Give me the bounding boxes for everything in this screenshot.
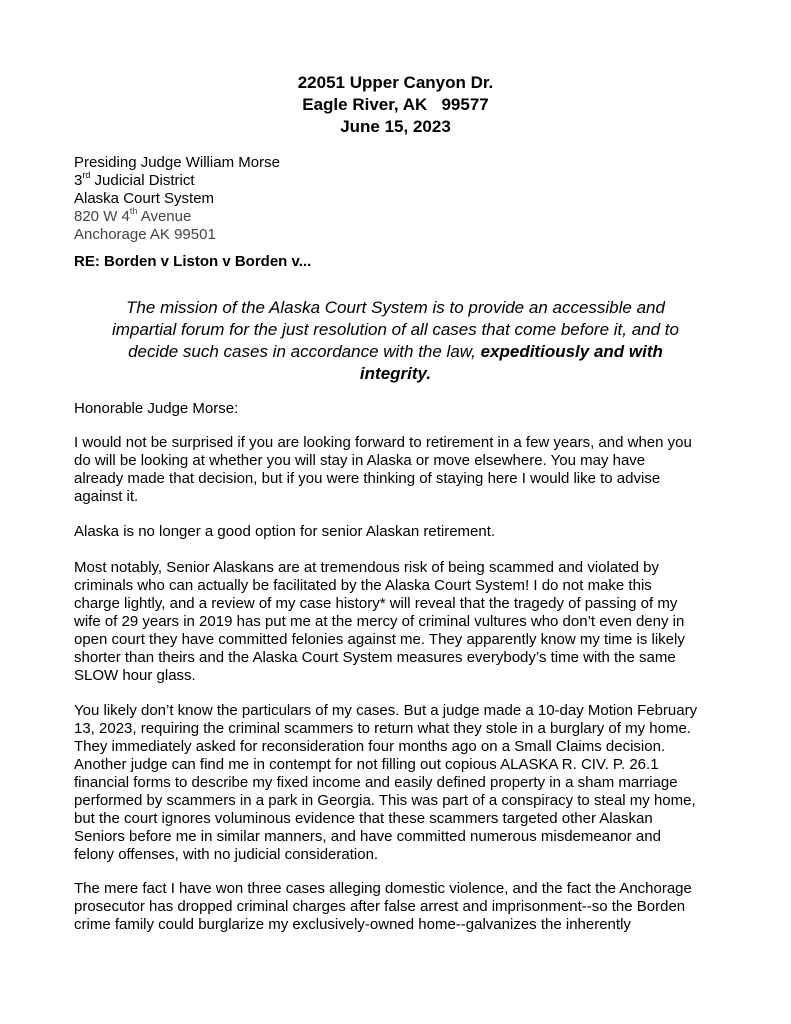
- text-line: The mere fact I have won three cases alleging domestic violence, and the fact the Anchorage: [74, 880, 692, 897]
- salutation: Honorable Judge Morse:: [74, 400, 239, 417]
- paragraph-2: [74, 523, 724, 541]
- mission-line: The mission of the Alaska Court System is to provide an accessible and: [126, 298, 665, 317]
- text-line: already made that decision, but if you were thinking of staying here I would like to advise: [74, 470, 661, 487]
- recipient-city: Anchorage AK 99501: [74, 226, 216, 243]
- text-line: felony offenses, with no judicial consideration.: [74, 846, 379, 863]
- text-line: Alaska is no longer a good option for senior Alaskan retirement.: [74, 523, 496, 540]
- text-line: criminals who can actually be facilitated by the Alaska Court System! I do not make this: [74, 577, 652, 594]
- mission-statement: [74, 297, 717, 385]
- paragraph-3: [74, 559, 724, 685]
- text-line: against it.: [74, 488, 139, 505]
- paragraph-1: [74, 434, 724, 506]
- recipient-district: 3rd Judicial District: [74, 170, 195, 189]
- text-line: Most notably, Senior Alaskans are at tremendous risk of being scammed and violated by: [74, 559, 660, 576]
- mission-line: decide such cases in accordance with the law, expeditiously and with: [128, 342, 663, 361]
- text-line: do will be looking at whether you will stay in Alaska or move elsewhere. You may have: [74, 452, 646, 469]
- text-line: but the court ignores voluminous evidence that these scammers targeted other Alaskan: [74, 810, 653, 827]
- text-line: SLOW hour glass.: [74, 667, 196, 684]
- re-line: RE: Borden v Liston v Borden v...: [74, 253, 312, 270]
- text-line: Seniors before me in similar manners, and have committed numerous misdemeanor and: [74, 828, 661, 845]
- recipient-court-system: Alaska Court System: [74, 190, 215, 207]
- letter-date: June 15, 2023: [340, 117, 451, 136]
- text-line: wife of 29 years in 2019 has put me at the mercy of criminal vultures who don’t even deny in: [74, 613, 685, 630]
- text-line: charge lightly, and a review of my case history* will reveal that the tragedy of passing of my: [74, 595, 678, 612]
- text-line: crime family could burglarize my exclusively-owned home--galvanizes the inherently: [74, 916, 631, 933]
- text-line: They immediately asked for reconsideration four months ago on a Small Claims decision.: [74, 738, 666, 755]
- sender-address-line2: Eagle River, AK 99577: [302, 95, 489, 114]
- text-line: prosecutor has dropped criminal charges after false arrest and imprisonment--so the Borden: [74, 898, 686, 915]
- text-line: I would not be surprised if you are looking forward to retirement in a few years, and when you: [74, 434, 692, 451]
- text-line: open court they have committed felonies against me. They apparently know my time is likely: [74, 631, 685, 648]
- mission-line: impartial forum for the just resolution of all cases that come before it, and to: [112, 320, 679, 339]
- sender-address-line1: 22051 Upper Canyon Dr.: [297, 73, 494, 92]
- text-line: 13, 2023, requiring the criminal scammers to return what they stole in a burglary of my home.: [74, 720, 691, 737]
- text-line: You likely don’t know the particulars of my cases. But a judge made a 10-day Motion February: [74, 702, 698, 719]
- text-line: performed by scammers in a park in Georgia. This was part of a conspiracy to steal my home,: [74, 792, 696, 809]
- mission-line: integrity.: [359, 364, 432, 383]
- recipient-name: Presiding Judge William Morse: [74, 154, 280, 171]
- recipient-block: [74, 154, 280, 244]
- paragraph-4: [74, 702, 724, 864]
- text-line: shorter than theirs and the Alaska Court System measures everybody’s time with the same: [74, 649, 676, 666]
- text-line: financial forms to describe my fixed income and easily defined property in a sham marriage: [74, 774, 678, 791]
- sender-header: [0, 72, 791, 138]
- paragraph-5: [74, 880, 724, 934]
- recipient-street: 820 W 4th Avenue: [74, 206, 192, 225]
- text-line: Another judge can find me in contempt for not filling out copious ALASKA R. CIV. P. 26.1: [74, 756, 659, 773]
